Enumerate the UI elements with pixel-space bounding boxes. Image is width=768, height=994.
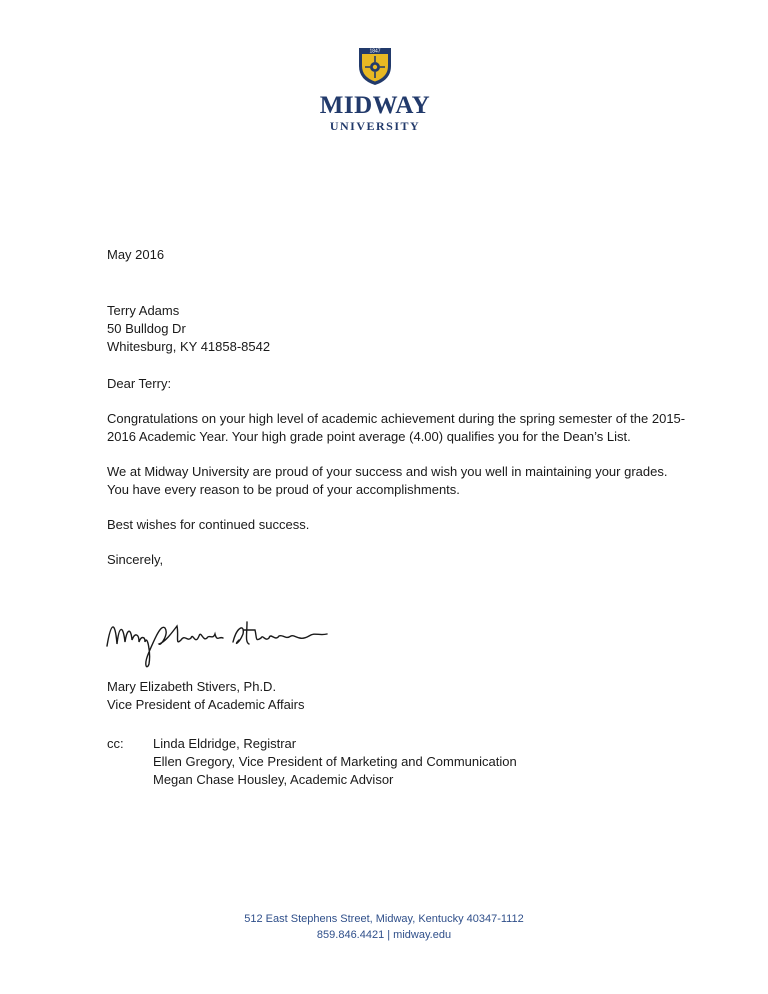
cc-list <box>153 735 613 789</box>
paragraph-2: We at Midway University are proud of your success and wish you well in maintaining your grades. You have every reason to be proud of your accomplishments. <box>107 464 668 497</box>
footer-contact: 859.846.4421 | midway.edu <box>316 929 452 941</box>
cc-recipient: Ellen Gregory, Vice President of Marketing and Communication <box>153 754 517 769</box>
recipient-street: 50 Bulldog Dr <box>107 321 186 336</box>
cc-recipient: Linda Eldridge, Registrar <box>153 736 297 751</box>
recipient-name: Terry Adams <box>107 303 180 318</box>
crest-year: 1847 <box>369 48 381 55</box>
cc-label: cc: <box>107 736 124 751</box>
wordmark-name: MIDWAY <box>319 92 431 119</box>
letter-body <box>107 246 687 569</box>
signer-block <box>107 678 305 714</box>
closing: Sincerely, <box>107 552 164 567</box>
handwritten-signature <box>105 612 335 672</box>
wordmark-subtitle: UNIVERSITY <box>329 119 421 133</box>
cc-recipient: Megan Chase Housley, Academic Advisor <box>153 772 394 787</box>
paragraph-1: Congratulations on your high level of academic achievement during the spring semester of the 2015-2016 Academic Year. Your high grade point average (4.00) qualifies you for the Dean’s List. <box>107 411 686 444</box>
university-logo <box>310 42 440 138</box>
signer-title: Vice President of Academic Affairs <box>107 697 305 712</box>
recipient-city: Whitesburg, KY 41858-8542 <box>107 339 271 354</box>
shield-crest-icon <box>357 42 393 86</box>
salutation: Dear Terry: <box>107 376 172 391</box>
wordmark <box>310 92 440 133</box>
footer-address: 512 East Stephens Street, Midway, Kentucky 40347-1112 <box>244 913 524 925</box>
letterhead-footer <box>0 911 768 943</box>
signer-name: Mary Elizabeth Stivers, Ph.D. <box>107 679 277 694</box>
recipient-address <box>107 302 687 356</box>
letter-date: May 2016 <box>107 247 165 262</box>
paragraph-3: Best wishes for continued success. <box>107 517 310 532</box>
